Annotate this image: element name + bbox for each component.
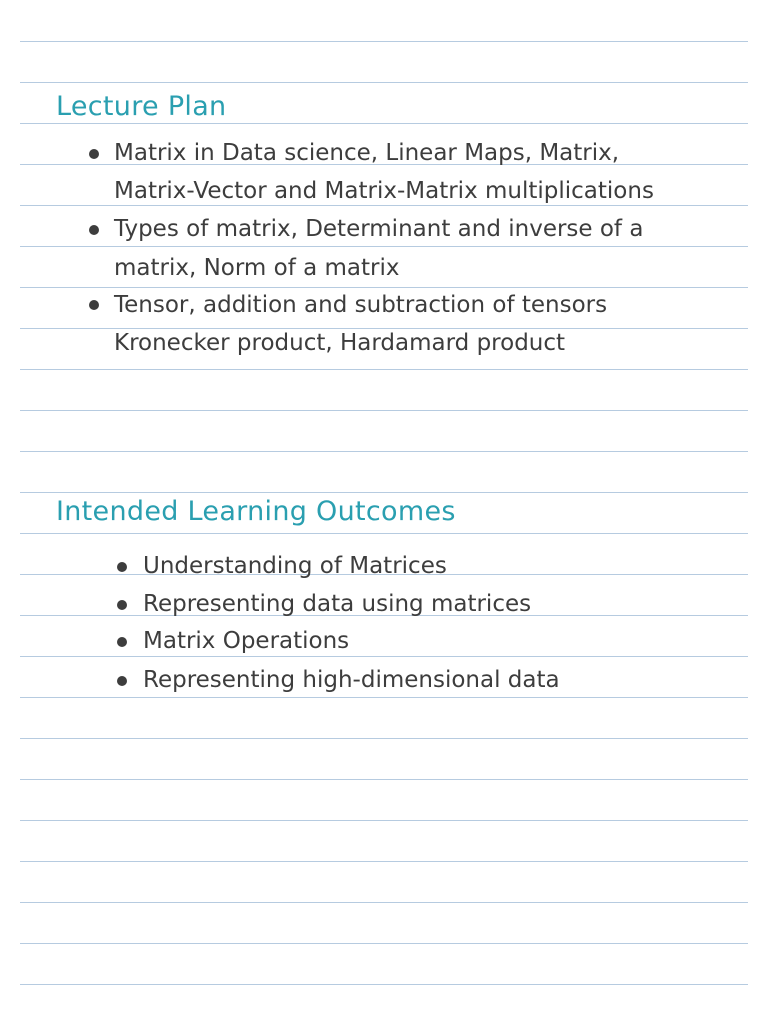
rule-line <box>20 287 748 288</box>
rule-line <box>20 533 748 534</box>
item-text-line: Kronecker product, Hardamard product <box>114 330 566 356</box>
item-text-line: matrix, Norm of a matrix <box>114 255 400 281</box>
bullet-dot-icon <box>89 225 99 235</box>
bullet-dot-icon <box>117 562 127 572</box>
rule-line <box>20 697 748 698</box>
learning-outcomes-heading: Intended Learning Outcomes <box>56 496 456 527</box>
item-text-line: Understanding of Matrices <box>143 553 447 579</box>
rule-line <box>20 246 748 247</box>
rule-line <box>20 451 748 452</box>
rule-line <box>20 492 748 493</box>
rule-line <box>20 205 748 206</box>
rule-line <box>20 861 748 862</box>
item-text-line: Matrix Operations <box>143 628 350 654</box>
item-text-line: Matrix in Data science, Linear Maps, Matrix, <box>114 140 620 166</box>
item-text-line: Tensor, addition and subtraction of tensors <box>114 292 608 318</box>
bullet-dot-icon <box>89 149 99 159</box>
rule-line <box>20 902 748 903</box>
item-text-line: Types of matrix, Determinant and inverse of a <box>114 216 644 242</box>
rule-line <box>20 984 748 985</box>
lecture-plan-heading: Lecture Plan <box>56 91 227 122</box>
rule-line <box>20 656 748 657</box>
rule-line <box>20 369 748 370</box>
rule-line <box>20 82 748 83</box>
rule-line <box>20 123 748 124</box>
rule-line <box>20 41 748 42</box>
rule-line <box>20 738 748 739</box>
item-text-line: Representing data using matrices <box>143 591 532 617</box>
rule-line <box>20 779 748 780</box>
rule-line <box>20 410 748 411</box>
rule-line <box>20 820 748 821</box>
bullet-dot-icon <box>117 600 127 610</box>
bullet-dot-icon <box>117 637 127 647</box>
item-text-line: Matrix-Vector and Matrix-Matrix multiplications <box>114 178 654 204</box>
rule-line <box>20 943 748 944</box>
bullet-dot-icon <box>117 676 127 686</box>
item-text-line: Representing high-dimensional data <box>143 667 560 693</box>
bullet-dot-icon <box>89 300 99 310</box>
